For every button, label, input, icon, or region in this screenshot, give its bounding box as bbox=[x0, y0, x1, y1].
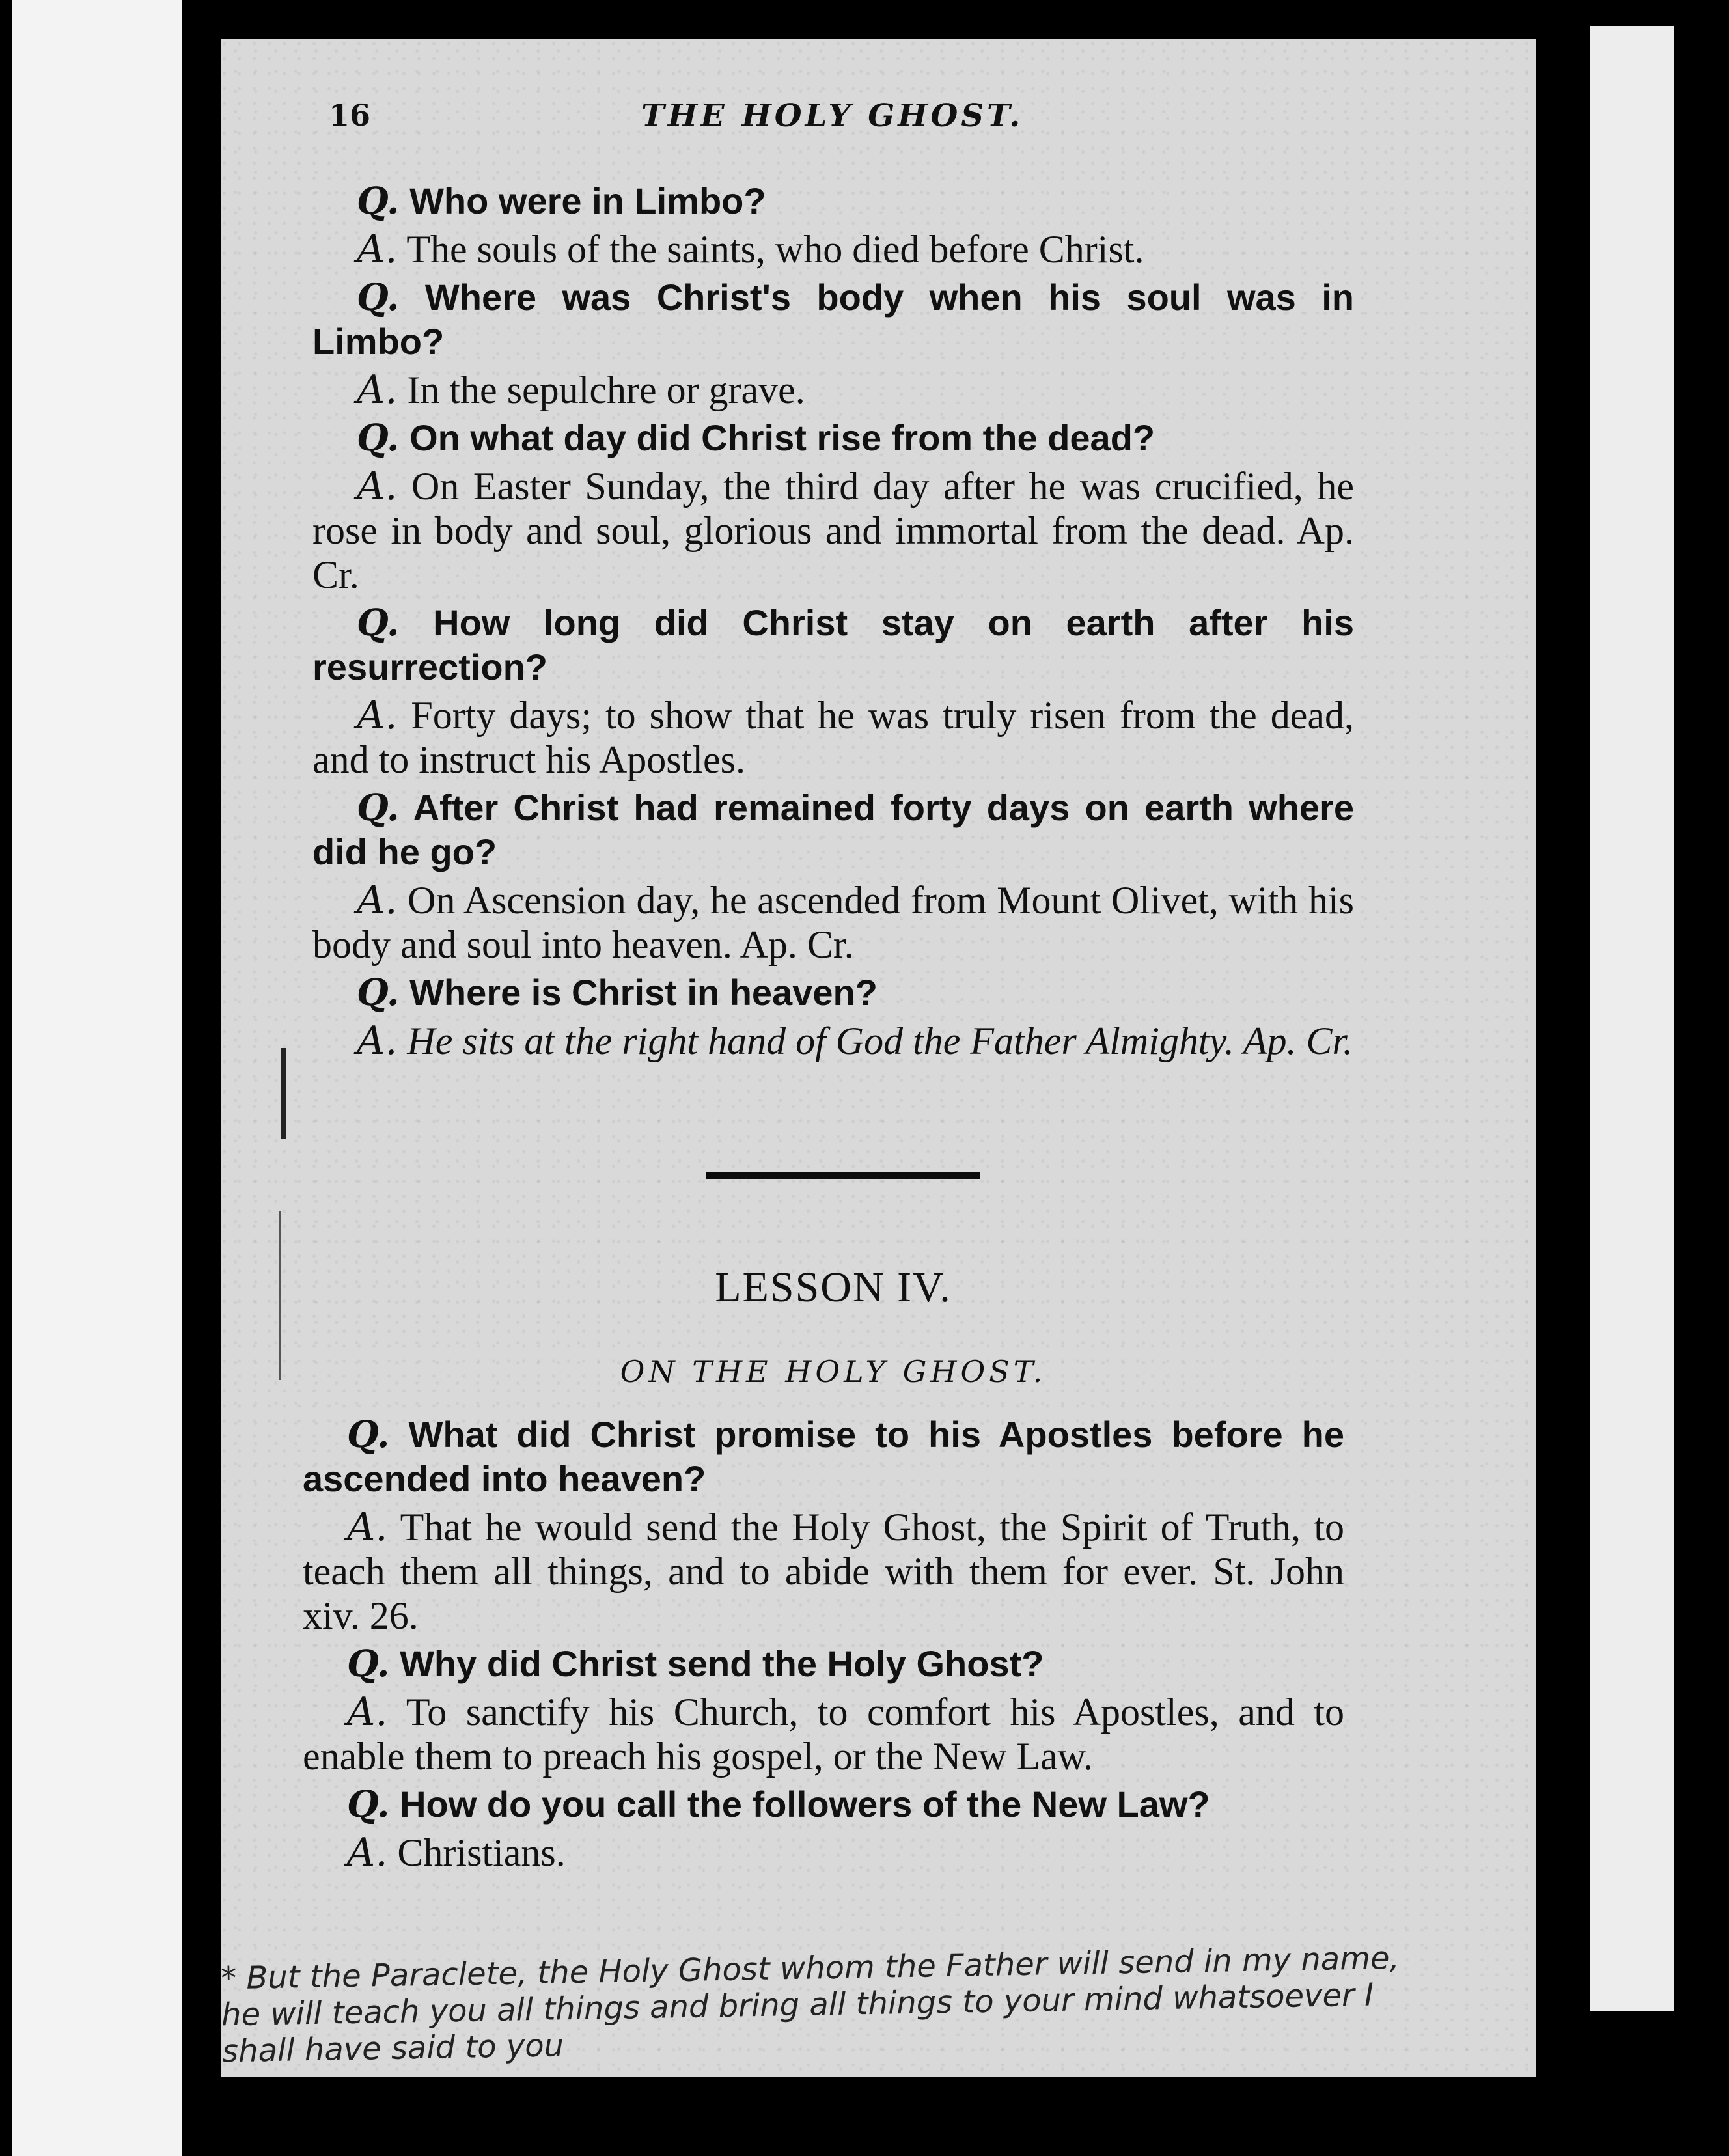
scan-border-left bbox=[12, 0, 182, 2156]
question: Q. What did Christ promise to his Apostles before he ascended into heaven? bbox=[303, 1413, 1344, 1499]
answer: A. The souls of the saints, who died before Christ. bbox=[357, 227, 1144, 272]
answer: A. On Ascension day, he ascended from Mount Olivet, with his body and soul into heaven. Ap. Cr. bbox=[312, 878, 1355, 966]
running-head bbox=[329, 98, 1370, 150]
answer: A. In the sepulchre or grave. bbox=[357, 367, 805, 413]
page-number: 16 bbox=[329, 98, 371, 133]
question: Q. Who were in Limbo? bbox=[357, 180, 766, 223]
lesson-heading: LESSON IV. bbox=[715, 1264, 952, 1311]
question: Q. How long did Christ stay on earth after his resurrection? bbox=[312, 601, 1354, 687]
scan-border-right bbox=[1590, 26, 1674, 2011]
answer: A. To sanctify his Church, to comfort his Apostles, and to enable them to preach his gospel, or the New Law. bbox=[303, 1689, 1344, 1778]
answer: A. That he would send the Holy Ghost, the Spirit of Truth, to teach them all things, and to abide with them for ever. St. John xiv. 26. bbox=[303, 1504, 1344, 1637]
qa-section-1 bbox=[312, 179, 1354, 1067]
answer: A. Forty days; to show that he was truly risen from the dead, and to instruct his Apostles. bbox=[312, 693, 1355, 781]
answer: A. On Easter Sunday, the third day after he was crucified, he rose in body and soul, glorious and immortal from the dead. Ap. Cr. bbox=[312, 463, 1354, 596]
question: Q. How do you call the followers of the New Law? bbox=[347, 1783, 1210, 1826]
question: Q. On what day did Christ rise from the dead? bbox=[357, 417, 1155, 460]
answer: A. Christians. bbox=[347, 1830, 566, 1875]
running-title: THE HOLY GHOST. bbox=[641, 98, 1024, 134]
question: Q. Where was Christ's body when his soul was in Limbo? bbox=[312, 276, 1354, 362]
margin-mark bbox=[279, 1211, 281, 1380]
lesson-subheading: ON THE HOLY GHOST. bbox=[620, 1354, 1047, 1389]
qa-section-2 bbox=[303, 1413, 1344, 1879]
question: Q. Why did Christ send the Holy Ghost? bbox=[347, 1642, 1044, 1685]
book-page bbox=[221, 39, 1536, 2077]
margin-mark bbox=[281, 1048, 286, 1139]
section-divider bbox=[706, 1172, 980, 1179]
answer: A. He sits at the right hand of God the Father Almighty. Ap. Cr. bbox=[357, 1018, 1353, 1064]
question: Q. Where is Christ in heaven? bbox=[357, 971, 878, 1014]
handwritten-note: * But the Paraclete, the Holy Ghost whom the Father will send in my name, he will teach you all things and bring all things to your mind whatsoever I shall have said to you bbox=[220, 1939, 1400, 2070]
question: Q. After Christ had remained forty days on earth where did he go? bbox=[312, 786, 1354, 872]
